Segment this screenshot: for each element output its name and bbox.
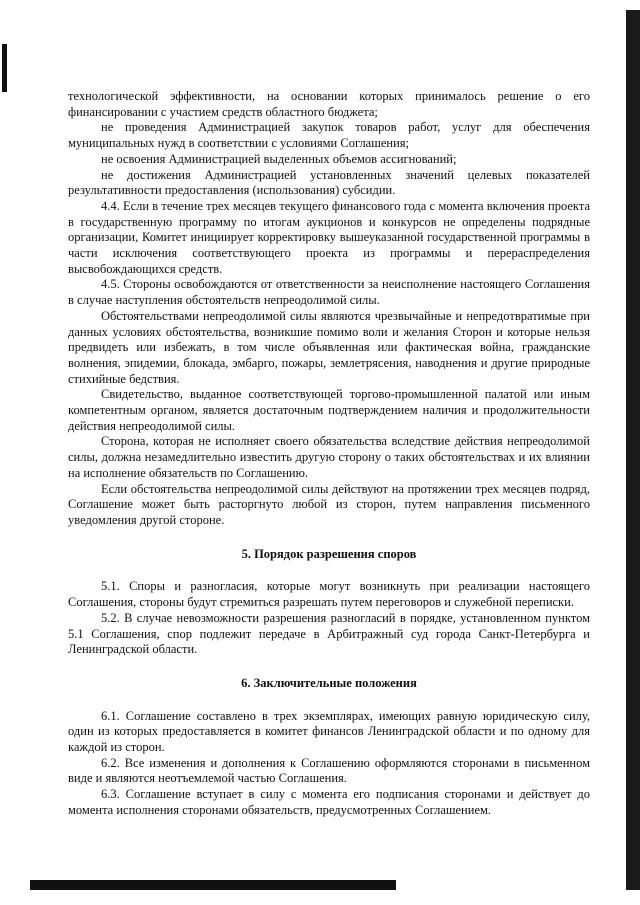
clause-5-1: 5.1. Споры и разногласия, которые могут возникнуть при реализации настоящего Соглашения, стороны будут стремиться разрешать путем переговоров и служебной переписки. (68, 579, 590, 610)
section-6-heading: 6. Заключительные положения (241, 675, 417, 690)
paragraph: не освоения Администрацией выделенных объемов ассигнований; (101, 151, 457, 166)
paragraph: не достижения Администрацией установленных значений целевых показателей результативности предоставления (использования) субсидии. (68, 167, 590, 198)
paragraph: технологической эффективности, на основании которых принималось решение о его финансировании с участием средств областного бюджета; (68, 89, 590, 119)
clause-4-4: 4.4. Если в течение трех месяцев текущего финансового года с момента включения проекта в государственную программу по итогам аукционов и конкурсов не определены подрядные организации, Комитет инициирует корректировку вышеуказанной государственной программы в части исключения соответствующего проекта из программы и перераспределения высвобождающихся средств. (68, 198, 590, 276)
paragraph: Сторона, которая не исполняет своего обязательства вследствие действия непреодолимой силы, должна незамедлительно известить другую сторону о таких обстоятельствах и их влиянии на исполнение обязательств по Соглашению. (68, 434, 590, 480)
clause-6-1: 6.1. Соглашение составлено в трех экземплярах, имеющих равную юридическую силу, один из которых предоставляется в комитет финансов Ленинградской области и по одному для каждой из сторон. (68, 708, 590, 755)
scan-edge-left (2, 44, 7, 92)
clause-4-5: 4.5. Стороны освобождаются от ответственности за неисполнение настоящего Соглашения в случае наступления обстоятельств непреодолимой силы. (68, 277, 590, 308)
document-page (68, 89, 590, 819)
scan-edge-bottom (30, 880, 396, 890)
section-5-heading: 5. Порядок разрешения споров (241, 546, 417, 561)
clause-5-2: 5.2. В случае невозможности разрешения разногласий в порядке, установленном пунктом 5.1 Соглашения, спор подлежит передаче в Арбитражный суд города Санкт-Петербурга и Ленинградской области. (68, 610, 590, 657)
paragraph: Если обстоятельства непреодолимой силы действуют на протяжении трех месяцев подряд, Соглашение может быть расторгнуто любой из сторон, путем направления письменного уведомления другой стороне. (68, 481, 590, 527)
clause-6-3: 6.3. Соглашение вступает в силу с момента его подписания сторонами и действует до момента исполнения сторонами обязательств, предусмотренных Соглашением. (68, 787, 590, 817)
clause-6-2: 6.2. Все изменения и дополнения к Соглашению оформляются сторонами в письменном виде и являются неотъемлемой частью Соглашения. (68, 755, 590, 786)
paragraph: Свидетельство, выданное соответствующей торгово-промышленной палатой или иным компетентным органом, является достаточным подтверждением наличия и продолжительности действия непреодолимой силы. (68, 387, 590, 433)
paragraph: Обстоятельствами непреодолимой силы являются чрезвычайные и непредотвратимые при данных условиях обстоятельства, возникшие помимо воли и желания Сторон и которые нельзя предвидеть или избежать, в том числе объявленная или фактическая война, гражданские волнения, эпидемии, блокада, эмбарго, пожары, землетрясения, наводнения и другие природные стихийные бедствия. (68, 308, 590, 386)
paragraph: не проведения Администрацией закупок товаров работ, услуг для обеспечения муниципальных нужд в соответствии с условиями Соглашения; (68, 120, 590, 151)
scan-edge-right (626, 10, 640, 890)
